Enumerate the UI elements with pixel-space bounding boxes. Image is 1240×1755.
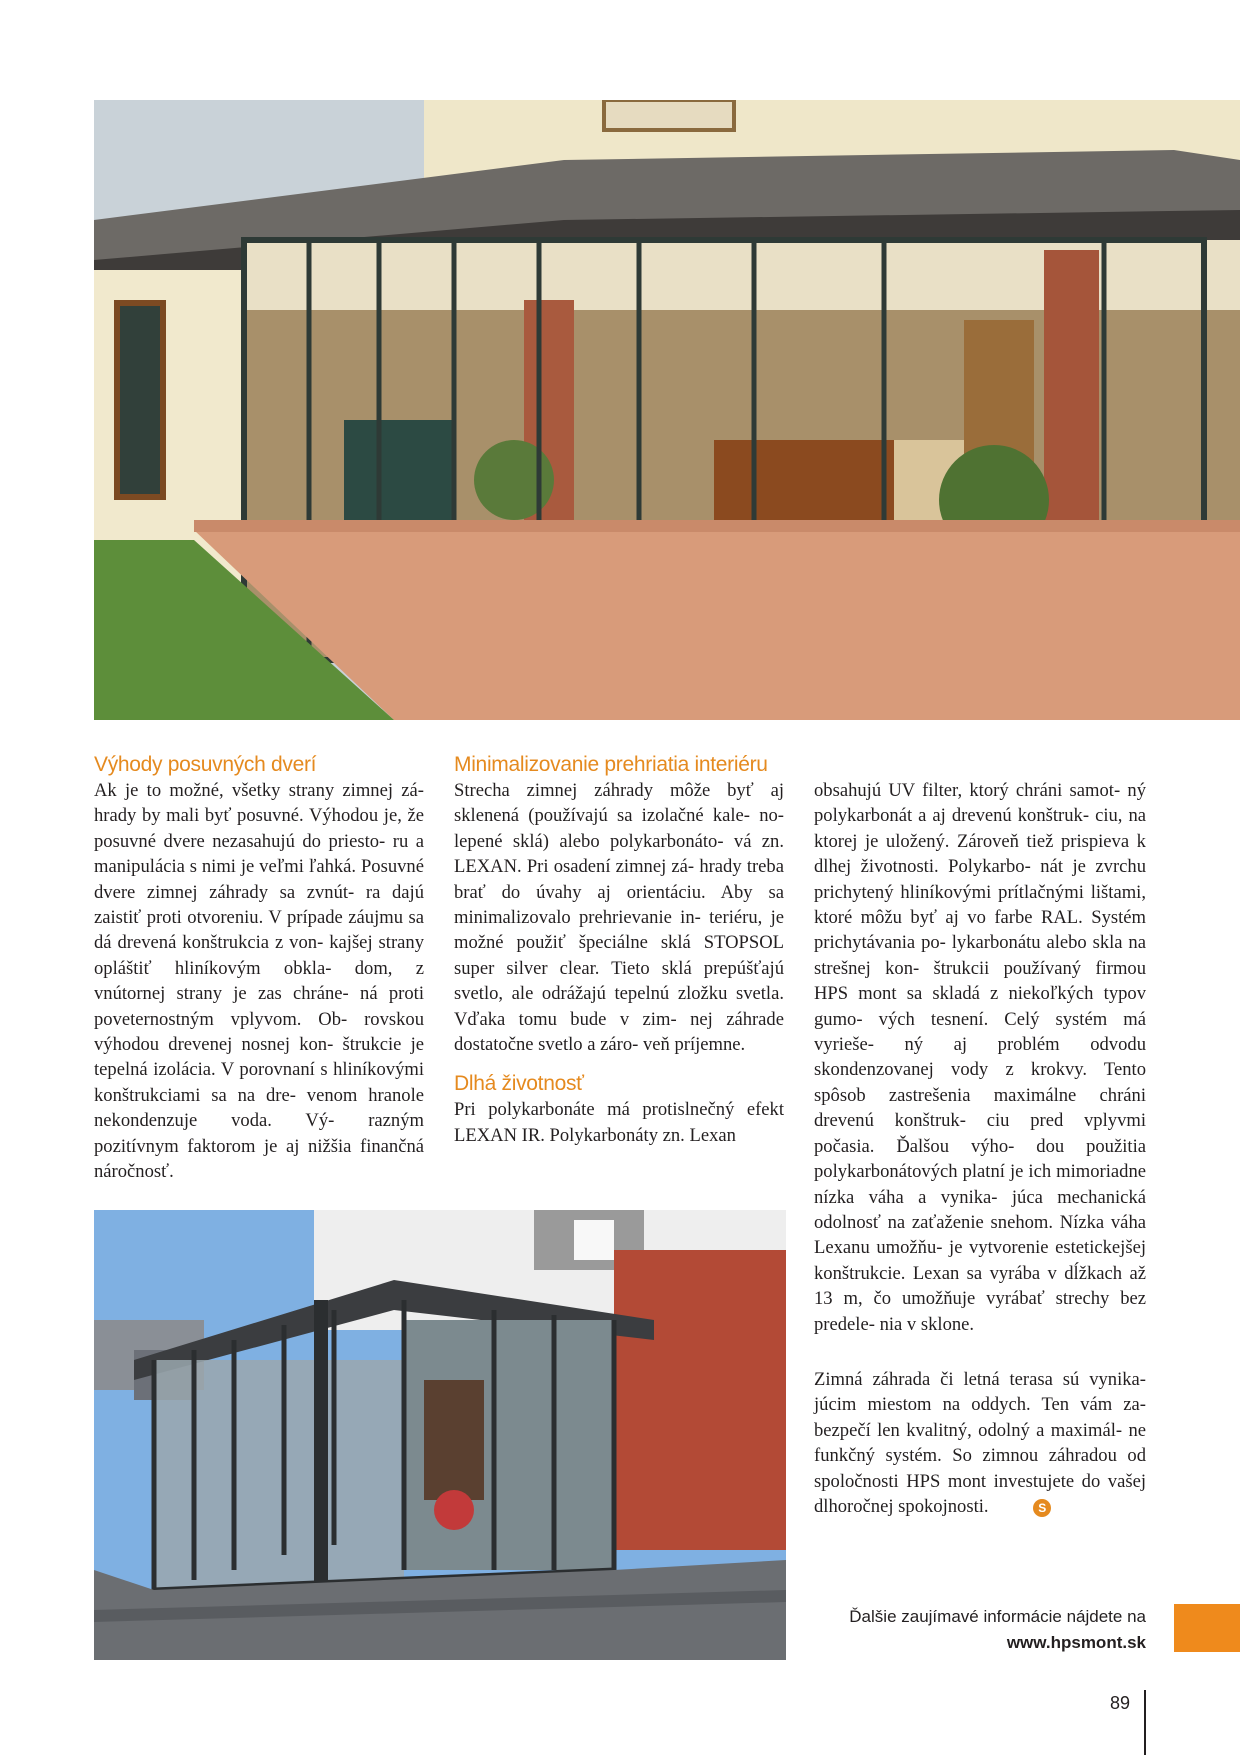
- text-line: ciu, na ktorej je uložený. Zároveň tiež: [814, 805, 1146, 852]
- text-line: ra dajú zaistiť proti otvoreniu. V prípade: [94, 881, 424, 929]
- text-line: dom, z vnútornej strany je zas chráne-: [94, 957, 424, 1005]
- winter-garden-photo-illustration: [94, 1210, 786, 1660]
- text-line: ný aj problém odvodu skondenzovanej: [814, 1034, 1146, 1081]
- text-line: Zimná záhrada či letná terasa sú vynika-: [814, 1368, 1146, 1390]
- text-line: Posuvné dvere zimnej záhrady sa zvnút-: [94, 856, 424, 903]
- article-column-1: [94, 752, 424, 1185]
- text-line: sa skladá z niekoľkých typov gumo-: [814, 983, 1147, 1030]
- text-line: vých tesnení. Celý systém má vyrieše-: [814, 1008, 1146, 1056]
- text-line: snehom. Nízka váha Lexanu umožňu-: [814, 1211, 1146, 1259]
- page-number-rule: [1144, 1690, 1146, 1755]
- text-line: razným pozitívnym faktorom je aj nižšia: [94, 1110, 424, 1157]
- heading-overheating: Minimalizovanie prehriatia interiéru: [454, 753, 768, 776]
- terrace-photo-illustration: [94, 100, 1240, 720]
- text-line: maximálne chráni drevenú konštruk-: [814, 1084, 1146, 1132]
- text-line: s hliníkovými konštrukciami sa na dre-: [94, 1059, 424, 1106]
- text-line: nát je zvrchu prichytený hliníkovými: [814, 856, 1146, 903]
- paragraph-polycarbonate: [814, 778, 1146, 1337]
- text-line: hrady treba brať do úvahy aj orientáciu.: [454, 856, 784, 903]
- text-line: júcim miestom na oddych. Ten vám za-: [814, 1394, 1146, 1416]
- paragraph-sliding-doors: [94, 778, 424, 1185]
- text-line: dou použitia polykarbonátových platní: [814, 1135, 1146, 1183]
- text-line: obsahujú UV filter, ktorý chráni samot-: [814, 780, 1121, 801]
- text-line: rovskou výhodou drevenej nosnej kon-: [94, 1008, 425, 1056]
- text-line: kajšej strany opláštiť hliníkovým obkla-: [94, 932, 424, 979]
- text-line: ciu pred vplyvmi počasia. Ďalšou výho-: [814, 1110, 1146, 1157]
- text-line: Strecha zimnej záhrady môže byť aj: [454, 780, 784, 801]
- text-line: venom hranole nekondenzuje voda. Vý-: [94, 1084, 424, 1132]
- text-line: štrukcii používaný firmou HPS mont: [814, 957, 1146, 1005]
- text-line: ná proti poveternostným vplyvom. Ob-: [94, 983, 424, 1030]
- text-line: umožňuje vyrábať strechy bez predele-: [814, 1288, 1146, 1335]
- text-line: LEXAN IR. Polykarbonáty zn. Lexan: [454, 1124, 736, 1146]
- text-line: vody z krokvy. Tento spôsob zastrešenia: [814, 1059, 1146, 1106]
- text-line: vá zn. LEXAN. Pri osadení zimnej zá-: [454, 830, 784, 878]
- text-line: Pri polykarbonáte má protislnečný efekt: [454, 1099, 784, 1121]
- text-line: vo farbe RAL. Systém prichytávania po-: [814, 907, 1146, 954]
- text-line: prítlačnými lištami, ktoré môžu byť aj: [814, 881, 1146, 929]
- footer-more-info: [849, 1604, 1146, 1656]
- heading-long-life: Dlhá životnosť: [454, 1072, 584, 1096]
- article-column-2: [454, 752, 784, 1148]
- text-line: ne funkčný systém. So zimnou záhradou: [814, 1419, 1146, 1467]
- article-column-3: [814, 752, 1146, 1519]
- text-line: lykarbonátu alebo skla na strešnej kon-: [814, 932, 1146, 979]
- text-line: je vytvorenie estetickejšej konštrukcie.: [814, 1237, 1146, 1284]
- text-line: júca mechanická odolnosť na zaťaženie: [814, 1186, 1146, 1233]
- page-number: 89: [1109, 1693, 1130, 1713]
- text-line: je ich mimoriadne nízka váha a vynika-: [814, 1161, 1146, 1208]
- text-line: zložku svetla. Vďaka tomu bude v zim-: [454, 983, 784, 1030]
- text-line: že posuvné dvere nezasahujú do priesto-: [94, 805, 425, 852]
- paragraph-overheating: [454, 778, 784, 1057]
- text-line: Lexan sa vyrába v dĺžkach až 13 m, čo: [814, 1262, 1146, 1310]
- text-line: hrady by mali byť posuvné. Výhodou je,: [94, 805, 402, 827]
- text-line: prispieva k dlhej životnosti. Polykarbo-: [814, 830, 1146, 878]
- text-line: no-lepené sklá) alebo polykarbonáto-: [454, 805, 784, 852]
- text-line: od spoločnosti HPS mont investujete do: [814, 1445, 1146, 1492]
- text-line: Ak je to možné, všetky strany zimnej zá-: [94, 780, 424, 801]
- text-line: STOPSOL super silver clear. Tieto sklá: [454, 932, 784, 979]
- footer-info-text: Ďalšie zaujímavé informácie nájdete na: [849, 1607, 1146, 1626]
- paragraph-closing: [814, 1367, 1146, 1519]
- text-line: ru a manipulácia s nimi je veľmi ľahká.: [94, 830, 424, 878]
- text-line: prepúšťajú svetlo, ale odrážajú tepelnú: [454, 957, 784, 1005]
- paragraph-long-life: [454, 1097, 784, 1148]
- photo-winter-garden: [94, 1210, 786, 1660]
- text-line: záujmu sa dá drevená konštrukcia z von-: [94, 907, 424, 954]
- text-line: nia v sklone.: [879, 1313, 975, 1335]
- text-line: teriéru, je možné použiť špeciálne sklá: [454, 907, 784, 954]
- end-of-article-icon: S: [1033, 1499, 1051, 1517]
- footer-website-link[interactable]: www.hpsmont.sk: [1006, 1633, 1146, 1652]
- text-line: štrukcie je tepelná izolácia. V porovnaní: [94, 1034, 424, 1081]
- text-line: veň príjemne.: [642, 1034, 746, 1056]
- orange-page-tab: [1174, 1604, 1240, 1652]
- text-line: sklenená (používajú sa izolačné kale-: [454, 805, 750, 827]
- text-line: nej záhrade dostatočne svetlo a záro-: [454, 1008, 784, 1056]
- text-line: bezpečí len kvalitný, odolný a maximál-: [814, 1419, 1123, 1441]
- text-line: Aby sa minimalizovalo prehrievanie in-: [454, 881, 784, 929]
- photo-glazed-terrace: [94, 100, 1240, 720]
- text-line: vašej dlhoročnej spokojnosti.: [814, 1470, 1147, 1517]
- text-line: ný polykarbonát a aj drevenú konštruk-: [814, 780, 1146, 827]
- heading-sliding-doors: Výhody posuvných dverí: [94, 753, 317, 776]
- text-line: finančná náročnosť.: [94, 1135, 425, 1183]
